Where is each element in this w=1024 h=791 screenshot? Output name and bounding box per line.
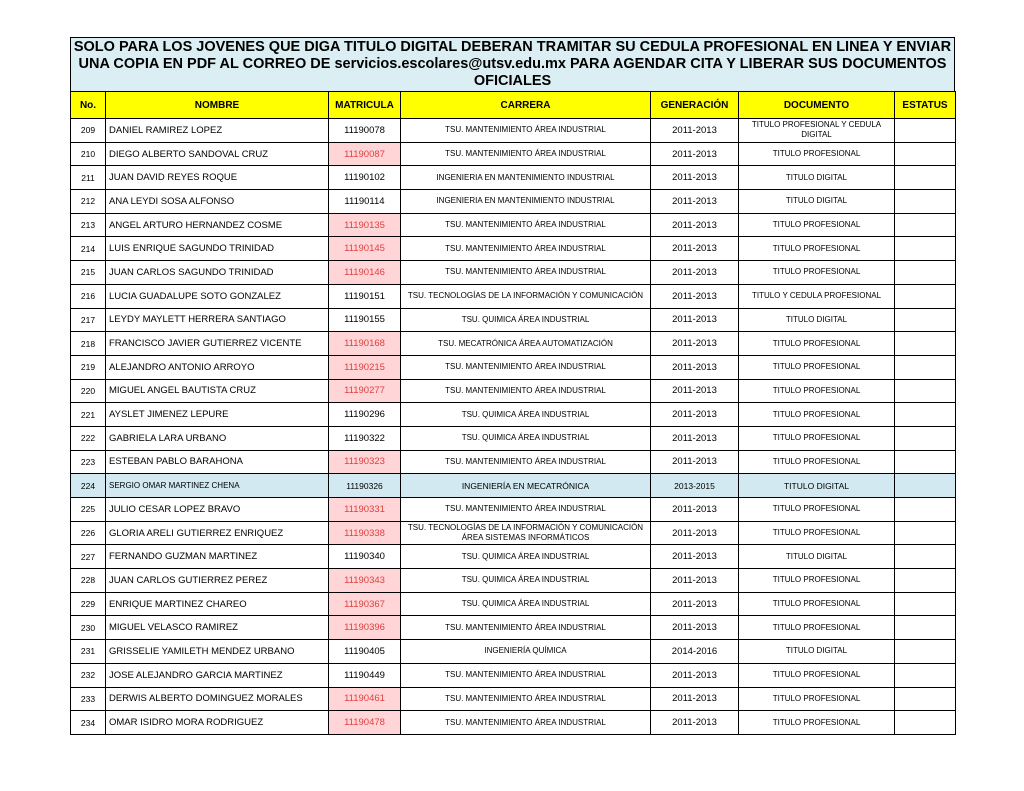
cell-generacion: 2011-2013 bbox=[651, 379, 739, 403]
cell-generacion: 2014-2016 bbox=[651, 640, 739, 664]
cell-carrera: TSU. MANTENIMIENTO ÁREA INDUSTRIAL bbox=[401, 687, 651, 711]
cell-matricula: 11190296 bbox=[329, 403, 401, 427]
cell-generacion: 2011-2013 bbox=[651, 687, 739, 711]
table-row bbox=[71, 592, 956, 616]
cell-nombre: JUAN CARLOS GUTIERREZ PEREZ bbox=[106, 569, 329, 593]
cell-generacion: 2011-2013 bbox=[651, 616, 739, 640]
col-header-estatus: ESTATUS bbox=[895, 92, 956, 119]
cell-matricula: 11190155 bbox=[329, 308, 401, 332]
cell-nombre: MIGUEL ANGEL BAUTISTA CRUZ bbox=[106, 379, 329, 403]
cell-documento: TITULO DIGITAL bbox=[739, 474, 895, 498]
cell-estatus bbox=[895, 569, 956, 593]
cell-generacion: 2011-2013 bbox=[651, 498, 739, 522]
cell-nombre: ESTEBAN PABLO BARAHONA bbox=[106, 450, 329, 474]
cell-carrera: TSU. MECATRÓNICA ÁREA AUTOMATIZACIÓN bbox=[401, 332, 651, 356]
table-row bbox=[71, 332, 956, 356]
table-row bbox=[71, 711, 956, 735]
cell-carrera: TSU. QUIMICA ÁREA INDUSTRIAL bbox=[401, 545, 651, 569]
cell-carrera: INGENIERÍA EN MECATRÓNICA bbox=[401, 474, 651, 498]
cell-no: 210 bbox=[71, 142, 106, 166]
cell-documento: TITULO PROFESIONAL bbox=[739, 355, 895, 379]
col-header-no: No. bbox=[71, 92, 106, 119]
cell-generacion: 2011-2013 bbox=[651, 284, 739, 308]
cell-matricula: 11190078 bbox=[329, 119, 401, 143]
cell-nombre: ANGEL ARTURO HERNANDEZ COSME bbox=[106, 213, 329, 237]
cell-documento: TITULO PROFESIONAL bbox=[739, 213, 895, 237]
cell-no: 230 bbox=[71, 616, 106, 640]
cell-nombre: GABRIELA LARA URBANO bbox=[106, 426, 329, 450]
cell-no: 213 bbox=[71, 213, 106, 237]
table-row bbox=[71, 640, 956, 664]
table-row bbox=[71, 261, 956, 285]
cell-estatus bbox=[895, 166, 956, 190]
cell-nombre: GLORIA ARELI GUTIERREZ ENRIQUEZ bbox=[106, 521, 329, 545]
cell-estatus bbox=[895, 592, 956, 616]
cell-estatus bbox=[895, 355, 956, 379]
table-row bbox=[71, 142, 956, 166]
cell-documento: TITULO PROFESIONAL bbox=[739, 379, 895, 403]
cell-matricula: 11190405 bbox=[329, 640, 401, 664]
cell-matricula: 11190331 bbox=[329, 498, 401, 522]
cell-generacion: 2011-2013 bbox=[651, 308, 739, 332]
cell-estatus bbox=[895, 521, 956, 545]
cell-documento: TITULO PROFESIONAL bbox=[739, 569, 895, 593]
cell-estatus bbox=[895, 474, 956, 498]
cell-matricula: 11190322 bbox=[329, 426, 401, 450]
cell-estatus bbox=[895, 332, 956, 356]
cell-no: 209 bbox=[71, 119, 106, 143]
cell-estatus bbox=[895, 379, 956, 403]
table-row bbox=[71, 426, 956, 450]
col-header-matricula: MATRICULA bbox=[329, 92, 401, 119]
cell-matricula: 11190338 bbox=[329, 521, 401, 545]
cell-estatus bbox=[895, 261, 956, 285]
cell-generacion: 2011-2013 bbox=[651, 403, 739, 427]
cell-carrera: TSU. MANTENIMIENTO ÁREA INDUSTRIAL bbox=[401, 616, 651, 640]
cell-estatus bbox=[895, 640, 956, 664]
cell-generacion: 2011-2013 bbox=[651, 592, 739, 616]
cell-no: 225 bbox=[71, 498, 106, 522]
notice-banner: SOLO PARA LOS JOVENES QUE DIGA TITULO DIGITAL DEBERAN TRAMITAR SU CEDULA PROFESIONAL EN LINEA Y ENVIAR UNA COPIA EN PDF AL CORREO DE servicios.escolares@utsv.edu.mx PARA AGENDAR CITA Y LIBERAR SUS DOCUMENTOS OFICIALES bbox=[70, 37, 955, 91]
cell-generacion: 2011-2013 bbox=[651, 450, 739, 474]
header-row bbox=[71, 92, 956, 119]
cell-nombre: DIEGO ALBERTO SANDOVAL CRUZ bbox=[106, 142, 329, 166]
cell-no: 216 bbox=[71, 284, 106, 308]
cell-carrera: TSU. MANTENIMIENTO ÁREA INDUSTRIAL bbox=[401, 261, 651, 285]
cell-no: 226 bbox=[71, 521, 106, 545]
cell-documento: TITULO PROFESIONAL bbox=[739, 332, 895, 356]
students-table bbox=[70, 91, 956, 735]
cell-generacion: 2011-2013 bbox=[651, 213, 739, 237]
cell-matricula: 11190151 bbox=[329, 284, 401, 308]
cell-carrera: TSU. MANTENIMIENTO ÁREA INDUSTRIAL bbox=[401, 450, 651, 474]
cell-matricula: 11190449 bbox=[329, 663, 401, 687]
table-row bbox=[71, 450, 956, 474]
table-row bbox=[71, 190, 956, 214]
cell-nombre: LUCIA GUADALUPE SOTO GONZALEZ bbox=[106, 284, 329, 308]
table-row bbox=[71, 237, 956, 261]
cell-carrera: TSU. MANTENIMIENTO ÁREA INDUSTRIAL bbox=[401, 355, 651, 379]
cell-nombre: OMAR ISIDRO MORA RODRIGUEZ bbox=[106, 711, 329, 735]
cell-matricula: 11190145 bbox=[329, 237, 401, 261]
cell-no: 214 bbox=[71, 237, 106, 261]
cell-matricula: 11190396 bbox=[329, 616, 401, 640]
cell-matricula: 11190114 bbox=[329, 190, 401, 214]
cell-carrera: TSU. MANTENIMIENTO ÁREA INDUSTRIAL bbox=[401, 663, 651, 687]
cell-documento: TITULO DIGITAL bbox=[739, 640, 895, 664]
cell-generacion: 2011-2013 bbox=[651, 569, 739, 593]
cell-carrera: INGENIERIA EN MANTENIMIENTO INDUSTRIAL bbox=[401, 166, 651, 190]
cell-documento: TITULO PROFESIONAL bbox=[739, 711, 895, 735]
cell-nombre: DANIEL RAMIREZ LOPEZ bbox=[106, 119, 329, 143]
document-sheet bbox=[70, 37, 955, 735]
col-header-generacion: GENERACIÓN bbox=[651, 92, 739, 119]
cell-nombre: MIGUEL VELASCO RAMIREZ bbox=[106, 616, 329, 640]
cell-generacion: 2011-2013 bbox=[651, 142, 739, 166]
cell-no: 232 bbox=[71, 663, 106, 687]
cell-carrera: TSU. MANTENIMIENTO ÁREA INDUSTRIAL bbox=[401, 119, 651, 143]
cell-estatus bbox=[895, 119, 956, 143]
cell-matricula: 11190102 bbox=[329, 166, 401, 190]
table-row bbox=[71, 284, 956, 308]
cell-matricula: 11190087 bbox=[329, 142, 401, 166]
col-header-nombre: NOMBRE bbox=[106, 92, 329, 119]
cell-carrera: TSU. QUIMICA ÁREA INDUSTRIAL bbox=[401, 403, 651, 427]
table-row bbox=[71, 166, 956, 190]
cell-nombre: ANA LEYDI SOSA ALFONSO bbox=[106, 190, 329, 214]
cell-estatus bbox=[895, 498, 956, 522]
cell-estatus bbox=[895, 450, 956, 474]
table-row bbox=[71, 663, 956, 687]
cell-documento: TITULO PROFESIONAL bbox=[739, 687, 895, 711]
cell-estatus bbox=[895, 142, 956, 166]
cell-matricula: 11190215 bbox=[329, 355, 401, 379]
cell-nombre: ENRIQUE MARTINEZ CHAREO bbox=[106, 592, 329, 616]
cell-generacion: 2011-2013 bbox=[651, 190, 739, 214]
cell-generacion: 2011-2013 bbox=[651, 355, 739, 379]
table-row bbox=[71, 474, 956, 498]
cell-nombre: LEYDY MAYLETT HERRERA SANTIAGO bbox=[106, 308, 329, 332]
table-row bbox=[71, 403, 956, 427]
cell-documento: TITULO PROFESIONAL bbox=[739, 237, 895, 261]
cell-documento: TITULO PROFESIONAL bbox=[739, 592, 895, 616]
cell-carrera: TSU. MANTENIMIENTO ÁREA INDUSTRIAL bbox=[401, 213, 651, 237]
cell-estatus bbox=[895, 711, 956, 735]
cell-matricula: 11190168 bbox=[329, 332, 401, 356]
cell-nombre: JUAN CARLOS SAGUNDO TRINIDAD bbox=[106, 261, 329, 285]
cell-carrera: TSU. QUIMICA ÁREA INDUSTRIAL bbox=[401, 426, 651, 450]
cell-no: 233 bbox=[71, 687, 106, 711]
cell-carrera: INGENIERÍA QUÍMICA bbox=[401, 640, 651, 664]
cell-carrera: TSU. QUIMICA ÁREA INDUSTRIAL bbox=[401, 569, 651, 593]
cell-carrera: TSU. MANTENIMIENTO ÁREA INDUSTRIAL bbox=[401, 142, 651, 166]
table-row bbox=[71, 213, 956, 237]
table-row bbox=[71, 119, 956, 143]
cell-generacion: 2011-2013 bbox=[651, 545, 739, 569]
cell-no: 228 bbox=[71, 569, 106, 593]
cell-nombre: GRISSELIE YAMILETH MENDEZ URBANO bbox=[106, 640, 329, 664]
cell-matricula: 11190343 bbox=[329, 569, 401, 593]
table-row bbox=[71, 569, 956, 593]
cell-estatus bbox=[895, 237, 956, 261]
cell-documento: TITULO PROFESIONAL bbox=[739, 616, 895, 640]
cell-nombre: FRANCISCO JAVIER GUTIERREZ VICENTE bbox=[106, 332, 329, 356]
cell-documento: TITULO PROFESIONAL bbox=[739, 261, 895, 285]
cell-generacion: 2011-2013 bbox=[651, 237, 739, 261]
table-row bbox=[71, 521, 956, 545]
cell-generacion: 2013-2015 bbox=[651, 474, 739, 498]
cell-matricula: 11190478 bbox=[329, 711, 401, 735]
cell-estatus bbox=[895, 545, 956, 569]
cell-estatus bbox=[895, 663, 956, 687]
cell-no: 211 bbox=[71, 166, 106, 190]
cell-documento: TITULO DIGITAL bbox=[739, 308, 895, 332]
cell-no: 224 bbox=[71, 474, 106, 498]
cell-matricula: 11190367 bbox=[329, 592, 401, 616]
cell-matricula: 11190135 bbox=[329, 213, 401, 237]
cell-carrera: TSU. TECNOLOGÍAS DE LA INFORMACIÓN Y COMUNICACIÓN bbox=[401, 284, 651, 308]
table-row bbox=[71, 379, 956, 403]
cell-documento: TITULO PROFESIONAL bbox=[739, 142, 895, 166]
cell-matricula: 11190461 bbox=[329, 687, 401, 711]
cell-estatus bbox=[895, 403, 956, 427]
cell-no: 229 bbox=[71, 592, 106, 616]
cell-no: 234 bbox=[71, 711, 106, 735]
cell-carrera: TSU. QUIMICA ÁREA INDUSTRIAL bbox=[401, 592, 651, 616]
cell-documento: TITULO PROFESIONAL bbox=[739, 663, 895, 687]
cell-nombre: AYSLET JIMENEZ LEPURE bbox=[106, 403, 329, 427]
cell-no: 231 bbox=[71, 640, 106, 664]
cell-no: 212 bbox=[71, 190, 106, 214]
table-row bbox=[71, 545, 956, 569]
cell-nombre: DERWIS ALBERTO DOMINGUEZ MORALES bbox=[106, 687, 329, 711]
table-row bbox=[71, 355, 956, 379]
cell-nombre: FERNANDO GUZMAN MARTINEZ bbox=[106, 545, 329, 569]
table-row bbox=[71, 687, 956, 711]
cell-no: 222 bbox=[71, 426, 106, 450]
cell-carrera: INGENIERIA EN MANTENIMIENTO INDUSTRIAL bbox=[401, 190, 651, 214]
table-row bbox=[71, 498, 956, 522]
cell-generacion: 2011-2013 bbox=[651, 119, 739, 143]
cell-estatus bbox=[895, 213, 956, 237]
cell-estatus bbox=[895, 308, 956, 332]
cell-documento: TITULO PROFESIONAL bbox=[739, 403, 895, 427]
cell-documento: TITULO DIGITAL bbox=[739, 166, 895, 190]
cell-no: 227 bbox=[71, 545, 106, 569]
cell-no: 218 bbox=[71, 332, 106, 356]
cell-no: 220 bbox=[71, 379, 106, 403]
cell-nombre: ALEJANDRO ANTONIO ARROYO bbox=[106, 355, 329, 379]
cell-estatus bbox=[895, 190, 956, 214]
table-row bbox=[71, 616, 956, 640]
cell-carrera: TSU. MANTENIMIENTO ÁREA INDUSTRIAL bbox=[401, 498, 651, 522]
cell-matricula: 11190340 bbox=[329, 545, 401, 569]
cell-nombre: JUAN DAVID REYES ROQUE bbox=[106, 166, 329, 190]
cell-documento: TITULO PROFESIONAL bbox=[739, 450, 895, 474]
cell-estatus bbox=[895, 284, 956, 308]
cell-carrera: TSU. QUIMICA ÁREA INDUSTRIAL bbox=[401, 308, 651, 332]
cell-no: 219 bbox=[71, 355, 106, 379]
cell-nombre: LUIS ENRIQUE SAGUNDO TRINIDAD bbox=[106, 237, 329, 261]
cell-nombre: SERGIO OMAR MARTINEZ CHENA bbox=[106, 474, 329, 498]
cell-nombre: JULIO CESAR LOPEZ BRAVO bbox=[106, 498, 329, 522]
cell-carrera: TSU. MANTENIMIENTO ÁREA INDUSTRIAL bbox=[401, 711, 651, 735]
cell-carrera: TSU. MANTENIMIENTO ÁREA INDUSTRIAL bbox=[401, 379, 651, 403]
cell-carrera: TSU. MANTENIMIENTO ÁREA INDUSTRIAL bbox=[401, 237, 651, 261]
cell-matricula: 11190146 bbox=[329, 261, 401, 285]
cell-matricula: 11190326 bbox=[329, 474, 401, 498]
cell-carrera: TSU. TECNOLOGÍAS DE LA INFORMACIÓN Y COMUNICACIÓN ÁREA SISTEMAS INFORMÁTICOS bbox=[401, 521, 651, 545]
col-header-carrera: CARRERA bbox=[401, 92, 651, 119]
cell-documento: TITULO PROFESIONAL bbox=[739, 426, 895, 450]
cell-nombre: JOSE ALEJANDRO GARCIA MARTINEZ bbox=[106, 663, 329, 687]
cell-no: 217 bbox=[71, 308, 106, 332]
cell-no: 215 bbox=[71, 261, 106, 285]
cell-matricula: 11190323 bbox=[329, 450, 401, 474]
cell-generacion: 2011-2013 bbox=[651, 166, 739, 190]
cell-no: 221 bbox=[71, 403, 106, 427]
cell-no: 223 bbox=[71, 450, 106, 474]
cell-generacion: 2011-2013 bbox=[651, 663, 739, 687]
cell-documento: TITULO PROFESIONAL Y CEDULA DIGITAL bbox=[739, 119, 895, 143]
cell-documento: TITULO Y CEDULA PROFESIONAL bbox=[739, 284, 895, 308]
cell-generacion: 2011-2013 bbox=[651, 332, 739, 356]
cell-generacion: 2011-2013 bbox=[651, 711, 739, 735]
cell-generacion: 2011-2013 bbox=[651, 521, 739, 545]
cell-estatus bbox=[895, 616, 956, 640]
cell-documento: TITULO DIGITAL bbox=[739, 190, 895, 214]
col-header-documento: DOCUMENTO bbox=[739, 92, 895, 119]
table-row bbox=[71, 308, 956, 332]
cell-documento: TITULO PROFESIONAL bbox=[739, 521, 895, 545]
cell-estatus bbox=[895, 426, 956, 450]
cell-matricula: 11190277 bbox=[329, 379, 401, 403]
cell-estatus bbox=[895, 687, 956, 711]
cell-generacion: 2011-2013 bbox=[651, 261, 739, 285]
cell-generacion: 2011-2013 bbox=[651, 426, 739, 450]
cell-documento: TITULO PROFESIONAL bbox=[739, 498, 895, 522]
cell-documento: TITULO DIGITAL bbox=[739, 545, 895, 569]
